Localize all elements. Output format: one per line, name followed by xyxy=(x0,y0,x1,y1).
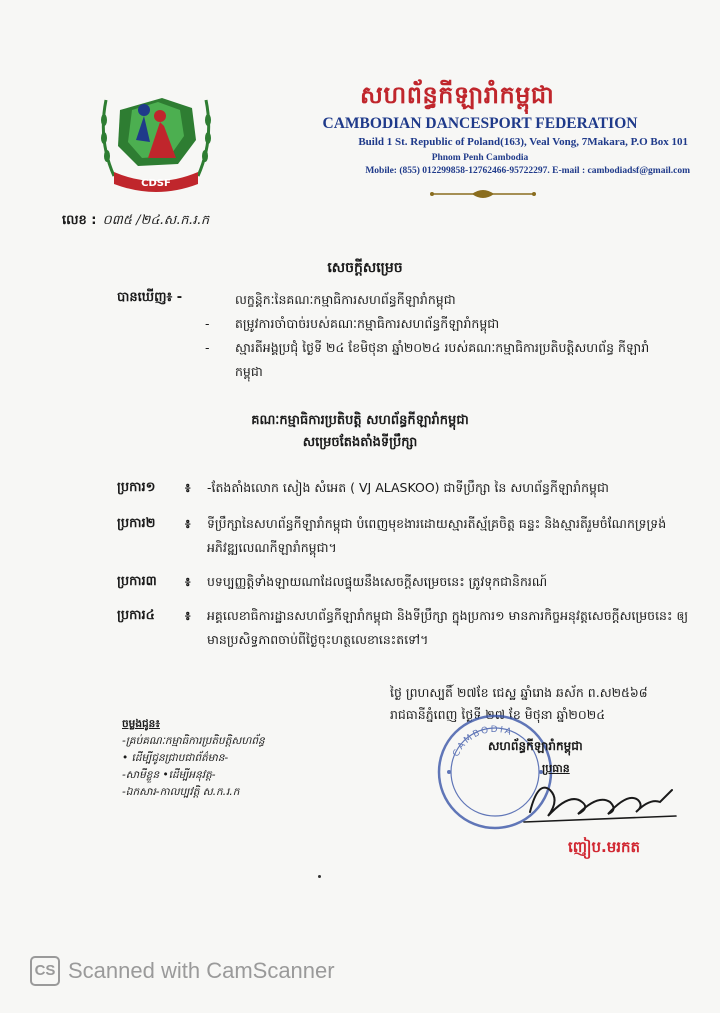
seen-item-3: ស្មារតីអង្គប្រជុំ ថ្ងៃទី ២៤ ខែមិថុនា ឆ្នាំ២០២៤ របស់គណៈកម្មាធិការប្រតិបត្តិសហព័ន្ធ កីឡារាំកម្ពុជា xyxy=(235,340,650,379)
signature-role: ប្រធាន xyxy=(542,762,570,775)
recipient-item: -សាមីខ្លួន •ដើម្បីអនុវត្ត- xyxy=(122,769,216,781)
recipient-item: • ដើម្បីជូនជ្រាបជាព័ត៌មាន- xyxy=(122,752,229,764)
seen-label: បានឃើញ៖ - xyxy=(117,290,183,305)
article-2: ប្រការ២ ៖ ទីប្រឹក្សានៃសហព័ន្ធកីឡារាំកម្ពុជា បំពេញមុខងារដោយស្មារតីស្ម័គ្រចិត្ត ធន្ទះ និងស្មារតីរួមចំណែកទ្រទ្រង់អភិវឌ្ឍលេណកីឡារាំកម្ពុជា។ xyxy=(117,512,697,560)
articles-list xyxy=(117,476,697,662)
document-number-label: លេខ : xyxy=(62,213,97,228)
article-text: -តែងតាំងលោក សៀង សំអេត ( VJ ALASKOO) ជាទីប្រឹក្សា នៃ សហព័ន្ធកីឡារាំកម្ពុជា xyxy=(207,480,609,495)
seen-item-2: តម្រូវការចាំបាច់របស់គណៈកម្មាធិការសហព័ន្ធកីឡារាំកម្ពុជា xyxy=(235,316,500,331)
scan-speck xyxy=(318,875,321,878)
recipient-item: -គ្រប់គណៈកម្មាធិការប្រតិបត្តិសហព័ន្ធ xyxy=(122,735,265,747)
article-label: ប្រការ៣ xyxy=(117,574,157,589)
article-text: ទីប្រឹក្សានៃសហព័ន្ធកីឡារាំកម្ពុជា បំពេញមុខងារដោយស្មារតីស្ម័គ្រចិត្ត ធន្ទះ និងស្មារតីរួមចំណែកទ្រទ្រង់អភិវឌ្ឍលេណកីឡារាំកម្ពុជា។ xyxy=(207,516,667,555)
decision-header-line2: សម្រេចតែងតាំងទីប្រឹក្សា xyxy=(302,435,418,450)
org-name-kh: សហព័ន្ធកីឡារាំកម្ពុជា xyxy=(360,81,555,109)
article-text: បទប្បញ្ញត្តិទាំងឡាយណាដែលផ្ទុយនឹងសេចក្តីសម្រេចនេះ ត្រូវទុកជានិករណ៍ xyxy=(207,574,548,589)
signer-name: ញៀប.មរកត xyxy=(568,838,641,856)
dateline-solar: រាជធានីភ្នំពេញ ថ្ងៃទី ២៧ ខែ មិថុនា ឆ្នាំ២០២៤ xyxy=(390,707,606,722)
article-1: ប្រការ១ ៖ -តែងតាំងលោក សៀង សំអេត ( VJ ALASKOO) ជាទីប្រឹក្សា នៃ សហព័ន្ធកីឡារាំកម្ពុជា xyxy=(117,476,697,500)
list-item xyxy=(205,288,675,312)
article-3: ប្រការ៣ ៖ បទប្បញ្ញត្តិទាំងឡាយណាដែលផ្ទុយនឹងសេចក្តីសម្រេចនេះ ត្រូវទុកជានិករណ៍ xyxy=(117,570,697,594)
org-address: Build 1 St. Republic of Poland(163), Veal Vong, 7Makara, P.O Box 101 xyxy=(358,136,688,148)
logo-text: CDSF xyxy=(141,178,171,189)
camscanner-watermark xyxy=(30,956,335,986)
camscanner-text: Scanned with CamScanner xyxy=(68,958,335,983)
signature-org: សហព័ន្ធកីឡារាំកម្ពុជា xyxy=(488,739,583,753)
dateline-lunar: ថ្ងៃ ព្រហស្បតិ៍ ២៧ខែ ជេស្ឋ ឆ្នាំរោង ឆស័ក ព.ស២៥៦៨ xyxy=(390,685,648,700)
recipients-head: ចម្លងជូន៖ xyxy=(122,718,160,730)
federation-logo xyxy=(92,80,220,200)
handwritten-signature xyxy=(520,772,680,830)
camscanner-icon: CS xyxy=(30,956,60,986)
decision-header xyxy=(200,410,520,454)
document-number-value: ០៣៥ /២៤.ស.ក.រ.ក xyxy=(102,213,210,228)
stamp-text: CAMBODIA xyxy=(451,724,515,759)
recipients xyxy=(122,716,322,801)
org-contact: Mobile: (855) 012299858-12762466-95722297. E-mail : cambodiadsf@gmail.com xyxy=(365,166,690,176)
ornament-divider-icon xyxy=(428,186,538,202)
decision-header-line1: គណៈកម្មាធិការប្រតិបត្តិ សហព័ន្ធកីឡារាំកម្ពុជា xyxy=(251,413,469,428)
article-label: ប្រការ១ xyxy=(117,480,156,495)
document-number xyxy=(62,212,209,231)
article-text: អគ្គលេខាធិការដ្ឋានសហព័ន្ធកីឡារាំកម្ពុជា និងទីប្រឹក្សា ក្នុងប្រការ១ មានភារកិច្ចអនុវត្តសេចក្តីសម្រេចនេះ ឲ្យមានប្រសិទ្ធភាពចាប់ពីថ្ងៃចុះហត្ថលេខានេះតទៅ។ xyxy=(207,608,689,647)
recipient-item: -ឯកសារ-កាលប្បវត្តិ ស.ក.រ.ក xyxy=(122,786,240,798)
document-title: សេចក្តីសម្រេច xyxy=(327,260,403,276)
article-label: ប្រការ៤ xyxy=(117,608,155,623)
org-city: Phnom Penh Cambodia xyxy=(431,153,529,163)
article-4: ប្រការ៤ ៖ អគ្គលេខាធិការដ្ឋានសហព័ន្ធកីឡារាំកម្ពុជា និងទីប្រឹក្សា ក្នុងប្រការ១ មានភារកិច្ចអនុវត្តសេចក្តីសម្រេចនេះ ឲ្យមានប្រសិទ្ធភាពចាប់ពីថ្ងៃចុះហត្ថលេខានេះតទៅ។ xyxy=(117,604,697,652)
org-name-en: CAMBODIAN DANCESPORT FEDERATION xyxy=(322,115,638,132)
seen-list xyxy=(205,288,675,384)
article-label: ប្រការ២ xyxy=(117,516,156,531)
list-item: - តម្រូវការចាំបាច់របស់គណៈកម្មាធិការសហព័ន្ធកីឡារាំកម្ពុជា xyxy=(205,316,500,331)
list-item: - ស្មារតីអង្គប្រជុំ ថ្ងៃទី ២៤ ខែមិថុនា ឆ្នាំ២០២៤ របស់គណៈកម្មាធិការប្រតិបត្តិសហព័ន្ធ កីឡារាំកម្ពុជា xyxy=(205,340,650,379)
seen-item-1: លក្ខន្តិកៈនៃគណៈកម្មាធិការសហព័ន្ធកីឡារាំកម្ពុជា xyxy=(235,292,456,307)
